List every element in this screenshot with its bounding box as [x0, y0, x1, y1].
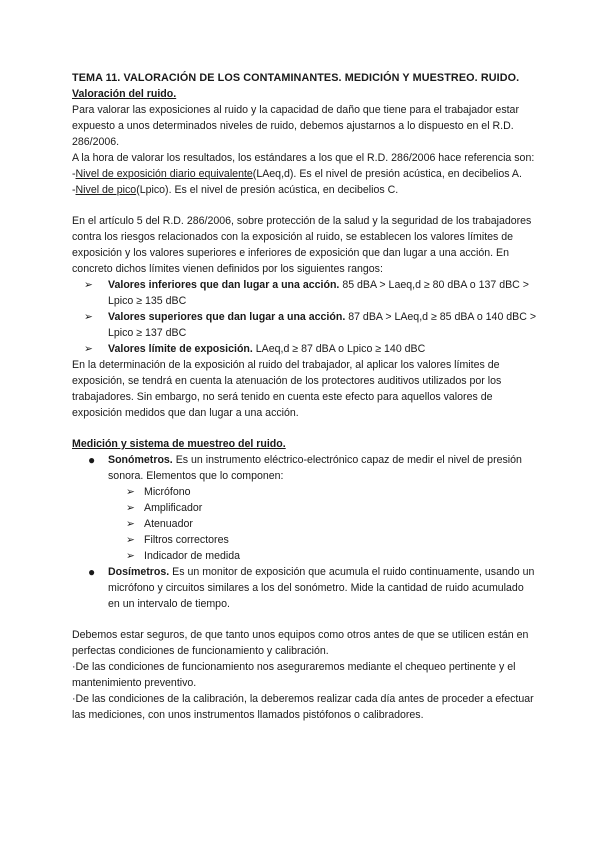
arrow-bullet-icon: ➢ — [126, 534, 135, 546]
list-item — [72, 484, 538, 500]
instruments-list-2 — [72, 564, 538, 612]
list-item — [72, 309, 538, 341]
paragraph-determination: En la determinación de la exposición al ruido del trabajador, al aplicar los valores límites de exposición, se tendrá en cuenta la atenuación de los protectores auditivos utilizados por los trabajadores. Sin embargo, no será tenido en cuenta este efecto para aquellos valores de exposición medidos que dan lugar a una acción. — [72, 359, 502, 419]
instrument-name: Sonómetros. — [108, 454, 173, 466]
arrow-bullet-icon: ➢ — [126, 502, 135, 514]
section-heading-valoracion: Valoración del ruido. — [72, 88, 177, 100]
list-item — [72, 277, 538, 309]
list-item — [72, 516, 538, 532]
definition-term: Nivel de exposición diario equivalente — [75, 168, 253, 180]
list-item-dosimetros — [72, 564, 538, 612]
list-item — [72, 341, 538, 357]
bullet-dot-icon: ● — [88, 453, 96, 467]
paragraph-intro: Para valorar las exposiciones al ruido y la capacidad de daño que tiene para el trabajador estar expuesto a unos determinados niveles de ruido, debemos ajustarnos a lo dispuesto en el R.D. 286/2006. — [72, 104, 519, 148]
instrument-description: Es un instrumento eléctrico-electrónico capaz de medir el nivel de presión sonora. Elementos que lo componen: — [108, 454, 522, 482]
instrument-description: Es un monitor de exposición que acumula el ruido continuamente, usando un micrófono y circuitos similares a los del sonómetro. Mide la cantidad de ruido acumulado en un intervalo de tiempo. — [108, 566, 535, 610]
definition-text: (Lpico). Es el nivel de presión acústica, en decibelios C. — [136, 184, 399, 196]
definition-lpico — [72, 182, 538, 198]
definition-text: (LAeq,d). Es el nivel de presión acústica, en decibelios A. — [252, 168, 522, 180]
definition-prefix: - — [72, 168, 76, 180]
list-item — [72, 548, 538, 564]
component-label: Atenuador — [144, 518, 193, 530]
instruments-list — [72, 452, 538, 484]
ranges-list — [72, 277, 538, 357]
document-title: TEMA 11. VALORACIÓN DE LOS CONTAMINANTES. MEDICIÓN Y MUESTREO. RUIDO. — [72, 72, 520, 84]
range-label: Valores límite de exposición. — [108, 343, 253, 355]
range-value: 87 dBA > LAeq,d ≥ 85 dBA o 140 dBC > Lpico ≥ 137 dBC — [108, 311, 537, 339]
component-label: Micrófono — [144, 486, 191, 498]
instrument-name: Dosímetros. — [108, 566, 170, 578]
paragraph-functioning: ·De las condiciones de funcionamiento nos aseguraremos mediante el chequeo pertinente y el mantenimiento preventivo. — [72, 661, 516, 689]
list-item — [72, 532, 538, 548]
range-value: LAeq,d ≥ 87 dBA o Lpico ≥ 140 dBC — [252, 343, 426, 355]
range-value: 85 dBA > Laeq,d ≥ 80 dBA o 137 dBC > Lpico ≥ 135 dBC — [108, 279, 529, 307]
arrow-bullet-icon: ➢ — [126, 486, 135, 498]
definition-prefix: - — [72, 184, 76, 196]
paragraph-article5: En el artículo 5 del R.D. 286/2006, sobre protección de la salud y la seguridad de los trabajadores contra los riesgos relacionados con la exposición al ruido, se establecen los valores límites de exposición y los valores superiores e inferiores de exposición que dan lugar a una acción. En concreto dichos límites vienen definidos por los siguientes rangos: — [72, 215, 532, 275]
definition-laeq — [72, 166, 538, 182]
arrow-bullet-icon: ➢ — [84, 279, 93, 291]
bullet-dot-icon: ● — [88, 565, 96, 579]
range-label: Valores inferiores que dan lugar a una acción. — [108, 279, 340, 291]
paragraph-standards: A la hora de valorar los resultados, los estándares a los que el R.D. 286/2006 hace referencia son: — [72, 152, 535, 164]
component-label: Filtros correctores — [144, 534, 229, 546]
paragraph-calibration: ·De las condiciones de la calibración, la deberemos realizar cada día antes de proceder a efectuar las mediciones, con unos instrumentos llamados pistófonos o calibradores. — [72, 693, 534, 721]
arrow-bullet-icon: ➢ — [84, 311, 93, 323]
component-label: Amplificador — [144, 502, 203, 514]
arrow-bullet-icon: ➢ — [84, 343, 93, 355]
list-item-sonometros — [72, 452, 538, 484]
range-label: Valores superiores que dan lugar a una acción. — [108, 311, 346, 323]
arrow-bullet-icon: ➢ — [126, 550, 135, 562]
components-list — [72, 484, 538, 564]
definition-term: Nivel de pico — [75, 184, 137, 196]
arrow-bullet-icon: ➢ — [126, 518, 135, 530]
component-label: Indicador de medida — [144, 550, 240, 562]
list-item — [72, 500, 538, 516]
paragraph-calibration-intro: Debemos estar seguros, de que tanto unos equipos como otros antes de que se utilicen están en perfectas condiciones de funcionamiento y calibración. — [72, 629, 529, 657]
section-heading-medicion: Medición y sistema de muestreo del ruido. — [72, 438, 286, 450]
